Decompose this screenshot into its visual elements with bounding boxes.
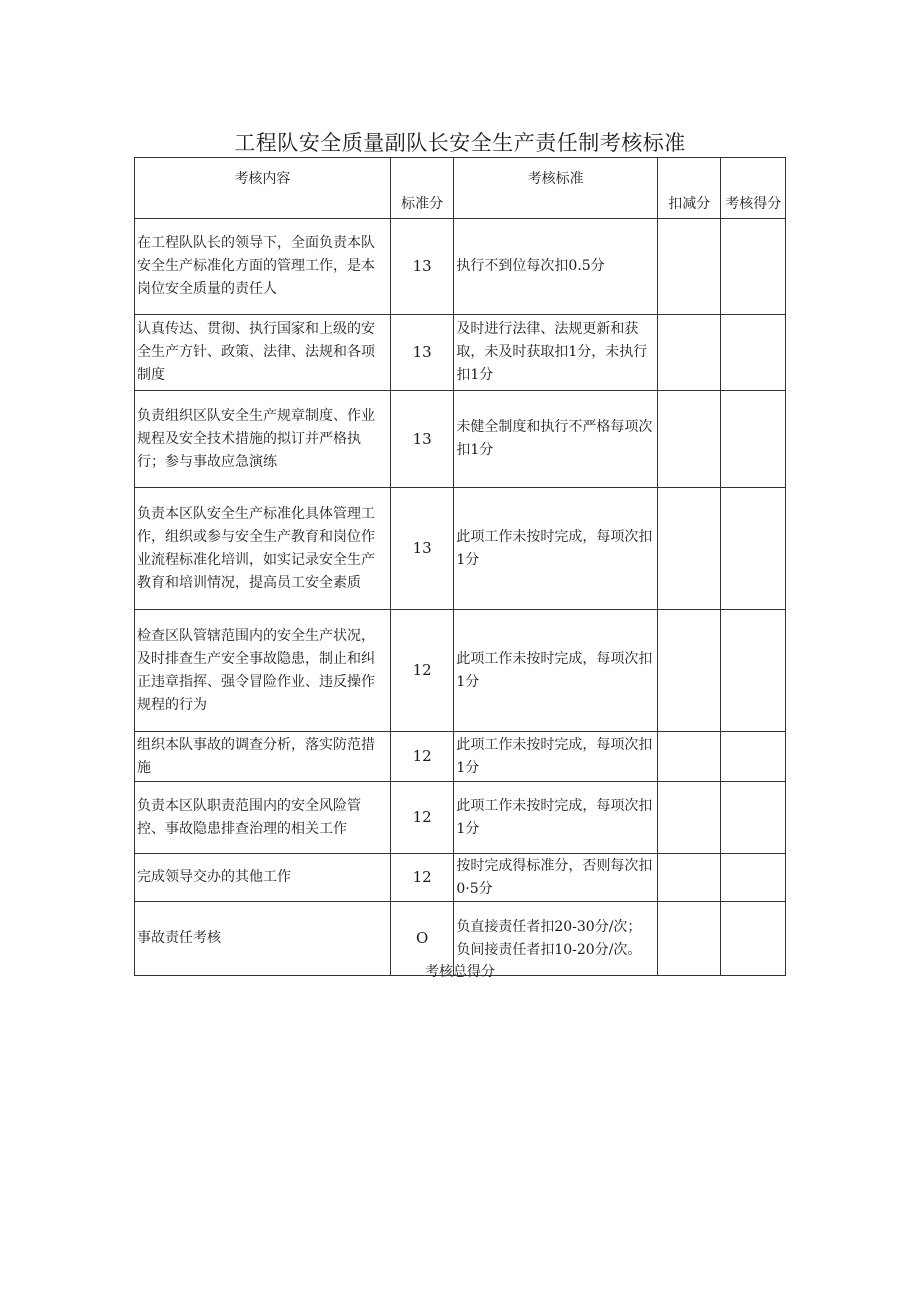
- cell-score[interactable]: [721, 391, 786, 488]
- cell-content: 认真传达、贯彻、执行国家和上级的安全生产方针、政策、法律、法规和各项制度: [135, 315, 391, 391]
- cell-standard-score: 12: [390, 732, 453, 782]
- header-deduction: 扣减分: [658, 158, 721, 219]
- cell-content: 在工程队队长的领导下，全面负责本队安全生产标准化方面的管理工作，是本岗位安全质量的责任人: [135, 219, 391, 315]
- table-row: [135, 610, 786, 732]
- table-row: [135, 782, 786, 854]
- cell-deduction[interactable]: [658, 391, 721, 488]
- cell-criteria: 此项工作未按时完成，每项次扣1分: [454, 488, 658, 610]
- table-row: [135, 315, 786, 391]
- cell-score[interactable]: [721, 782, 786, 854]
- table-row: [135, 854, 786, 902]
- cell-standard-score: 12: [390, 610, 453, 732]
- assessment-table: [134, 157, 786, 976]
- cell-criteria: 执行不到位每次扣0.5分: [454, 219, 658, 315]
- table-row: [135, 391, 786, 488]
- cell-standard-score: 13: [390, 391, 453, 488]
- table-row: [135, 732, 786, 782]
- cell-score[interactable]: [721, 219, 786, 315]
- cell-standard-score: 13: [390, 315, 453, 391]
- total-score-label: 考核总得分: [425, 964, 495, 980]
- document-title: 工程队安全质量副队长安全生产责任制考核标准: [234, 131, 686, 155]
- cell-deduction[interactable]: [658, 315, 721, 391]
- table-row: [135, 219, 786, 315]
- cell-criteria: 及时进行法律、法规更新和获取，未及时获取扣1分，未执行扣1分: [454, 315, 658, 391]
- cell-deduction[interactable]: [658, 854, 721, 902]
- cell-score[interactable]: [721, 610, 786, 732]
- cell-score[interactable]: [721, 854, 786, 902]
- header-criteria: 考核标准: [454, 158, 658, 219]
- cell-standard-score: 12: [390, 854, 453, 902]
- cell-score[interactable]: [721, 315, 786, 391]
- cell-content: 事故责任考核: [135, 902, 391, 976]
- cell-deduction[interactable]: [658, 610, 721, 732]
- cell-score[interactable]: [721, 732, 786, 782]
- cell-content: 负责组织区队安全生产规章制度、作业规程及安全技术措施的拟订并严格执行；参与事故应急演练: [135, 391, 391, 488]
- cell-standard-score: 13: [390, 219, 453, 315]
- cell-criteria: 此项工作未按时完成，每项次扣1分: [454, 782, 658, 854]
- cell-criteria: 未健全制度和执行不严格每项次扣1分: [454, 391, 658, 488]
- cell-standard-score: O: [390, 902, 453, 976]
- cell-criteria: 此项工作未按时完成，每项次扣1分: [454, 610, 658, 732]
- header-score: 考核得分: [721, 158, 786, 219]
- cell-standard-score: 13: [390, 488, 453, 610]
- cell-content: 组织本队事故的调查分析，落实防范措施: [135, 732, 391, 782]
- cell-criteria: 按时完成得标准分，否则每次扣0·5分: [454, 854, 658, 902]
- cell-criteria: 此项工作未按时完成，每项次扣1分: [454, 732, 658, 782]
- cell-content: 完成领导交办的其他工作: [135, 854, 391, 902]
- table-row: [135, 488, 786, 610]
- cell-deduction[interactable]: [658, 732, 721, 782]
- cell-content: 负责本区队职责范围内的安全风险管控、事故隐患排查治理的相关工作: [135, 782, 391, 854]
- cell-deduction[interactable]: [658, 488, 721, 610]
- cell-deduction[interactable]: [658, 219, 721, 315]
- table-header-row: [135, 158, 786, 219]
- cell-criteria: 负直接责任者扣20-30分/次；负间接责任者扣10-20分/次。: [454, 902, 658, 976]
- cell-deduction[interactable]: [658, 782, 721, 854]
- cell-content: 检查区队管辖范围内的安全生产状况，及时排查生产安全事故隐患，制止和纠正违章指挥、强令冒险作业、违反操作规程的行为: [135, 610, 391, 732]
- cell-score[interactable]: [721, 488, 786, 610]
- cell-content: 负责本区队安全生产标准化具体管理工作，组织或参与安全生产教育和岗位作业流程标准化培训，如实记录安全生产教育和培训情况，提高员工安全素质: [135, 488, 391, 610]
- cell-standard-score: 12: [390, 782, 453, 854]
- header-standard-score: 标准分: [390, 158, 453, 219]
- header-content: 考核内容: [135, 158, 391, 219]
